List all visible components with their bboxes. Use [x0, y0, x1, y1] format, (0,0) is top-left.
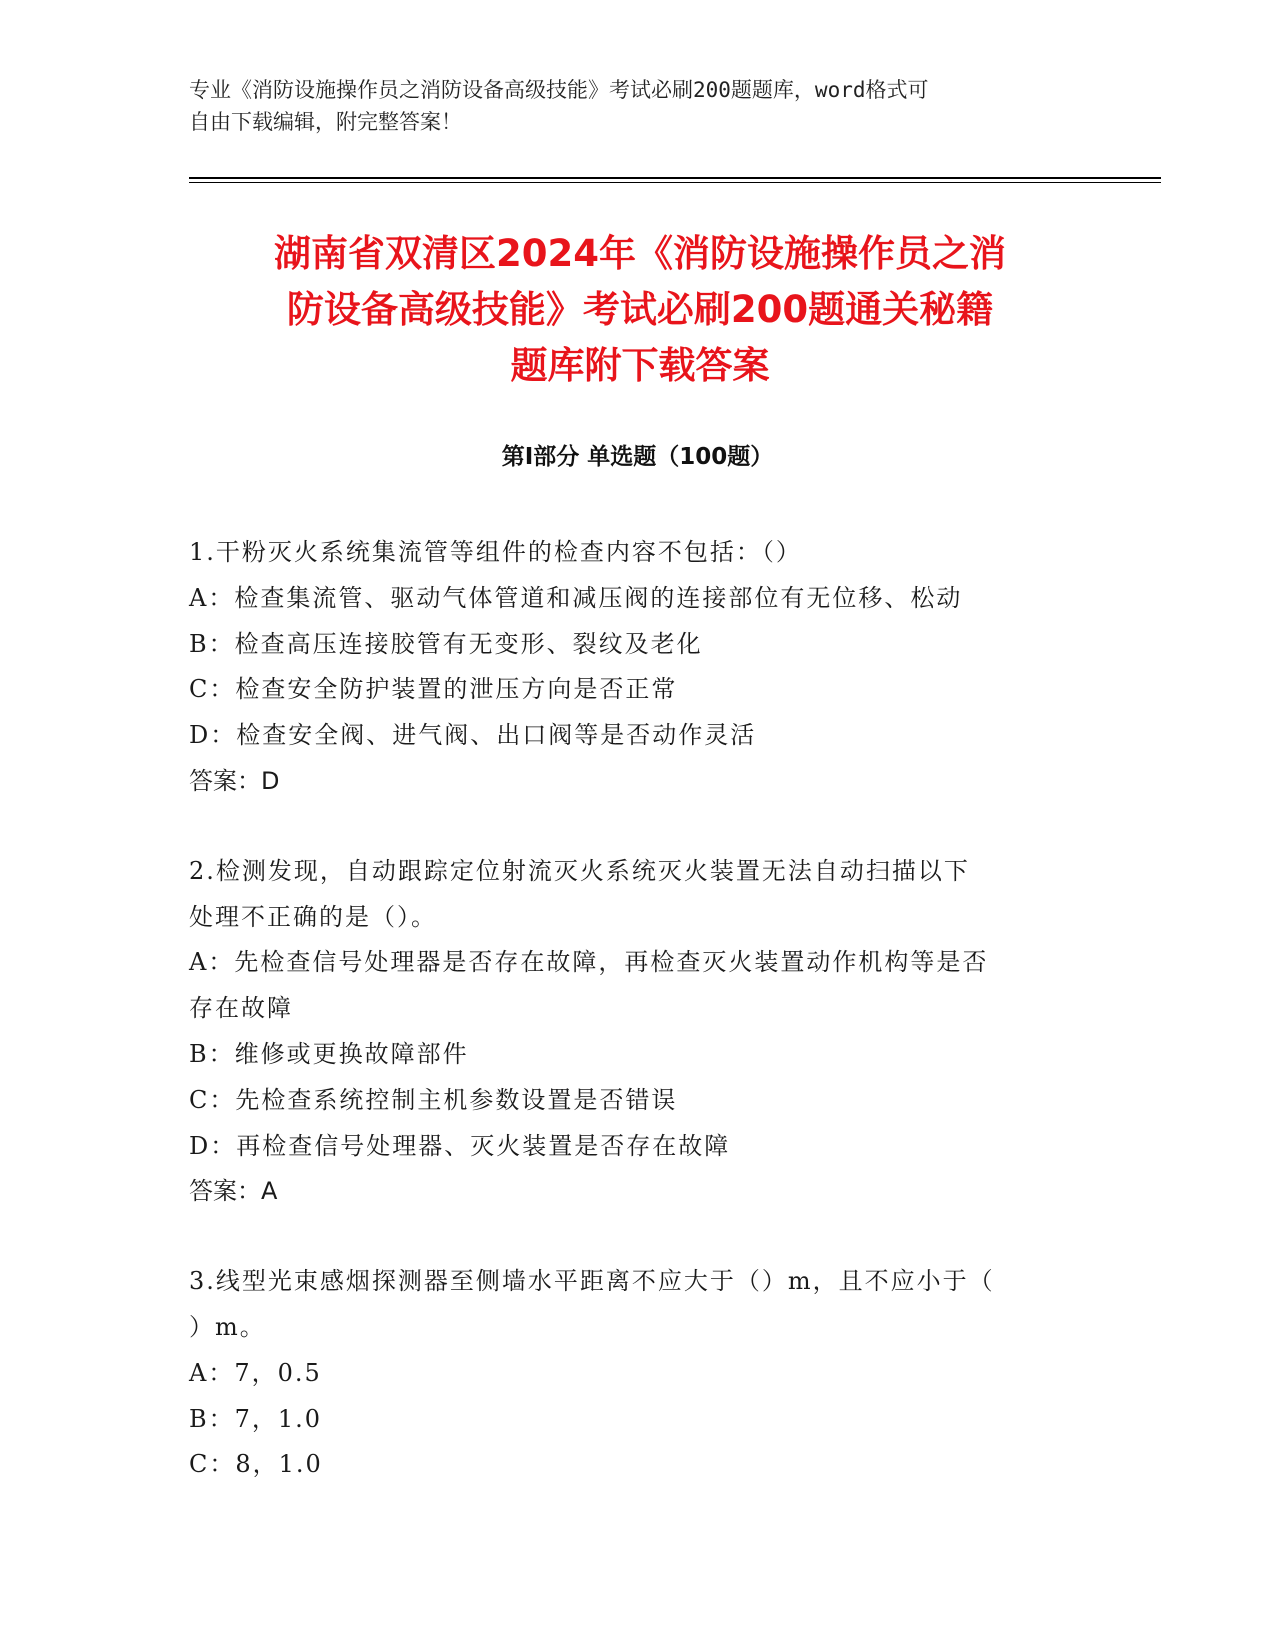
question-item [189, 1259, 1089, 1488]
question-item [189, 530, 1089, 805]
header-note [189, 74, 1069, 138]
question-option: A：先检查信号处理器是否存在故障，再检查灭火装置动作机构等是否 [189, 948, 989, 977]
question-list [189, 530, 1089, 1488]
question-stem: 3.线型光束感烟探测器至侧墙水平距离不应大于（）m，且不应小于（ [189, 1267, 995, 1296]
question-option: C：检查安全防护装置的泄压方向是否正常 [189, 675, 678, 704]
question-spacer [189, 1215, 1089, 1259]
question-stem: 2.检测发现，自动跟踪定位射流灭火系统灭火装置无法自动扫描以下 [189, 856, 970, 885]
question-option: A：7，0.5 [189, 1358, 322, 1387]
title-line: 湖南省双清区2024年《消防设施操作员之消 [274, 232, 1006, 275]
question-stem: ）m。 [189, 1312, 266, 1341]
document-title [160, 226, 1120, 394]
question-stem: 1.干粉灭火系统集流管等组件的检查内容不包括：（） [189, 538, 802, 566]
question-option: B：7，1.0 [189, 1404, 323, 1433]
title-line: 防设备高级技能》考试必刷200题通关秘籍 [286, 288, 994, 331]
question-item [189, 849, 1089, 1215]
question-spacer [189, 805, 1089, 849]
question-option: C：8，1.0 [189, 1450, 323, 1479]
question-option: B：检查高压连接胶管有无变形、裂纹及老化 [189, 629, 703, 658]
header-note-line: 自由下载编辑，附完整答案！ [189, 110, 462, 134]
section-heading: 第Ⅰ部分 单选题（100题） [501, 444, 774, 470]
question-option: D：再检查信号处理器、灭火装置是否存在故障 [189, 1131, 731, 1160]
question-option: D：检查安全阀、进气阀、出口阀等是否动作灵活 [189, 721, 757, 750]
question-option: C：先检查系统控制主机参数设置是否错误 [189, 1085, 678, 1114]
question-option: A：检查集流管、驱动气体管道和减压阀的连接部位有无位移、松动 [189, 583, 963, 612]
question-option: 存在故障 [189, 994, 293, 1023]
question-answer: 答案：D [189, 766, 280, 795]
header-note-line: 专业《消防设施操作员之消防设备高级技能》考试必刷200题题库，word格式可 [189, 78, 929, 102]
question-option: B：维修或更换故障部件 [189, 1039, 469, 1068]
title-line: 题库附下载答案 [510, 344, 770, 387]
header-divider [189, 177, 1161, 179]
header-divider-thin [189, 182, 1161, 183]
question-answer: 答案：A [189, 1177, 278, 1206]
question-stem: 处理不正确的是（）。 [189, 902, 437, 931]
